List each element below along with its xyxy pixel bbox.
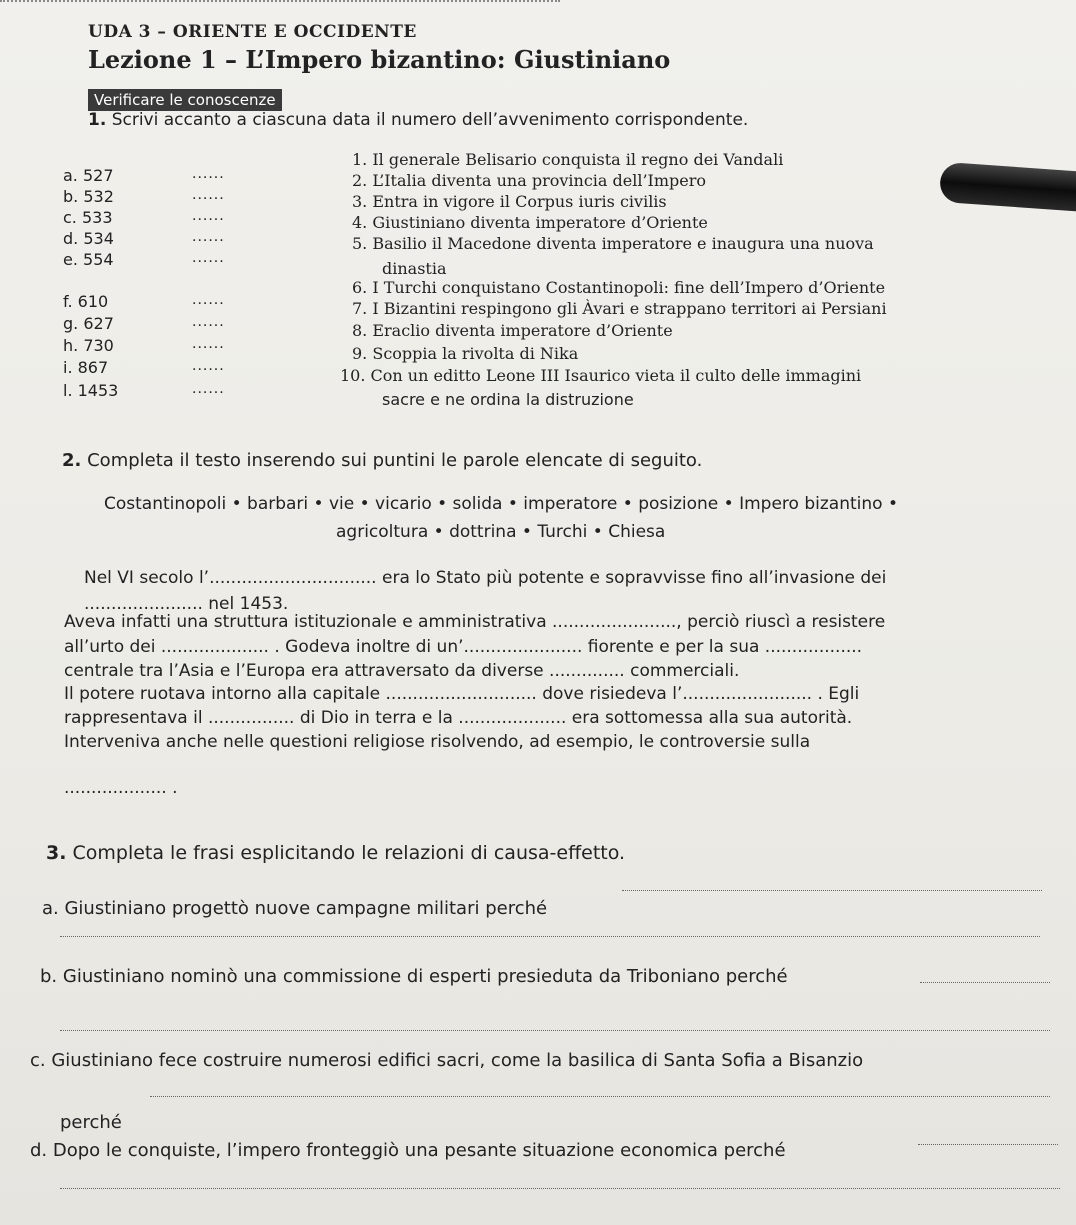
answer-blank-f[interactable]: ...... [192, 292, 225, 308]
event-6: 6. I Turchi conquistano Costantinopoli: fine dell’Impero d’Oriente [352, 278, 886, 297]
cause-item-b: b. Giustiniano nominò una commissione di esperti presieduta da Triboniano perché [40, 966, 788, 987]
question-1 [88, 110, 748, 130]
fill-line-3: Aveva infatti una struttura istituzionale e amministrativa ......................., perciò riuscì a resistere [64, 612, 886, 632]
answer-blank-i[interactable]: ...... [192, 358, 225, 374]
cause-item-d: d. Dopo le conquiste, l’impero fronteggiò una pesante situazione economica perché [30, 1140, 786, 1161]
answer-line-c[interactable] [150, 1096, 1050, 1097]
fill-line-1: Nel VI secolo l’............................... era lo Stato più potente e sopravvisse fino all’invasione dei [84, 568, 887, 588]
fill-line-8: Interveniva anche nelle questioni religiose risolvendo, ad esempio, le controversie sulla [64, 732, 811, 752]
lesson-title: Lezione 1 – L’Impero bizantino: Giustiniano [88, 45, 671, 74]
answer-line-b2[interactable] [60, 1030, 1050, 1031]
answer-blank-b[interactable]: ...... [192, 187, 225, 203]
answer-line-b1[interactable] [920, 982, 1050, 983]
word-bank-line-1: Costantinopoli • barbari • vie • vicario • solida • imperatore • posizione • Impero bizantino • [104, 494, 898, 514]
date-d: d. 534 [63, 229, 114, 248]
answer-blank-e[interactable]: ...... [192, 250, 225, 266]
question-1-number: 1. [88, 110, 107, 130]
answer-blank-g[interactable]: ...... [192, 314, 225, 330]
fill-line-7: rappresentava il ................ di Dio in terra e la .................... era sottomessa alla sua autorità. [64, 708, 853, 728]
fill-line-4: all’urto dei .................... . Godeva inoltre di un’...................... fiorente e per la sua .................. [64, 637, 863, 657]
section-badge: Verificare le conoscenze [88, 89, 282, 111]
date-a: a. 527 [63, 166, 114, 185]
cause-item-c: c. Giustiniano fece costruire numerosi edifici sacri, come la basilica di Santa Sofia a Bisanzio [30, 1050, 864, 1071]
answer-line-d1[interactable] [918, 1144, 1058, 1145]
fill-line-2: ...................... nel 1453. [84, 594, 289, 614]
event-3: 3. Entra in vigore il Corpus iuris civilis [352, 192, 667, 211]
pen-tip [939, 162, 1076, 214]
answer-blank-c[interactable]: ...... [192, 208, 225, 224]
date-l: l. 1453 [63, 381, 119, 400]
event-5-cont: dinastia [382, 259, 447, 278]
question-3 [46, 842, 625, 864]
answer-blank-h[interactable]: ...... [192, 336, 225, 352]
answer-blank-d[interactable]: ...... [192, 229, 225, 245]
event-9: 9. Scoppia la rivolta di Nika [352, 344, 579, 363]
event-8: 8. Eraclio diventa imperatore d’Oriente [352, 321, 673, 340]
event-2: 2. L’Italia diventa una provincia dell’Impero [352, 171, 707, 190]
answer-line-a1[interactable] [622, 890, 1042, 891]
date-i: i. 867 [63, 358, 109, 377]
perforation-line [0, 0, 560, 2]
answer-blank-l[interactable]: ...... [192, 381, 225, 397]
cause-item-a: a. Giustiniano progettò nuove campagne militari perché [42, 898, 548, 919]
event-10-cont: sacre e ne ordina la distruzione [382, 390, 634, 409]
fill-line-9: ................... . [64, 778, 178, 798]
cause-item-c-cont: perché [60, 1112, 122, 1133]
question-2 [62, 450, 702, 471]
date-h: h. 730 [63, 336, 114, 355]
question-2-number: 2. [62, 450, 82, 471]
date-f: f. 610 [63, 292, 109, 311]
event-7: 7. I Bizantini respingono gli Àvari e strappano territori ai Persiani [352, 299, 887, 318]
date-b: b. 532 [63, 187, 114, 206]
event-1: 1. Il generale Belisario conquista il regno dei Vandali [352, 150, 784, 169]
unit-title: UDA 3 – ORIENTE E OCCIDENTE [88, 22, 417, 42]
date-c: c. 533 [63, 208, 113, 227]
answer-line-a2[interactable] [60, 936, 1040, 937]
date-g: g. 627 [63, 314, 114, 333]
event-5: 5. Basilio il Macedone diventa imperatore e inaugura una nuova [352, 234, 874, 253]
event-4: 4. Giustiniano diventa imperatore d’Oriente [352, 213, 708, 232]
question-3-number: 3. [46, 842, 67, 864]
date-e: e. 554 [63, 250, 114, 269]
answer-line-d2[interactable] [60, 1188, 1060, 1189]
word-bank-line-2: agricoltura • dottrina • Turchi • Chiesa [336, 522, 666, 542]
fill-line-5: centrale tra l’Asia e l’Europa era attraversato da diverse .............. commerciali. [64, 661, 740, 681]
answer-blank-a[interactable]: ...... [192, 166, 225, 182]
question-2-text: Completa il testo inserendo sui puntini le parole elencate di seguito. [87, 450, 703, 471]
event-10: 10. Con un editto Leone III Isaurico vieta il culto delle immagini [340, 366, 862, 385]
fill-line-6: Il potere ruotava intorno alla capitale ............................ dove risiedeva l’........................ . Egli [64, 684, 860, 704]
question-3-text: Completa le frasi esplicitando le relazioni di causa-effetto. [72, 842, 626, 864]
question-1-text: Scrivi accanto a ciascuna data il numero dell’avvenimento corrispondente. [111, 110, 749, 130]
